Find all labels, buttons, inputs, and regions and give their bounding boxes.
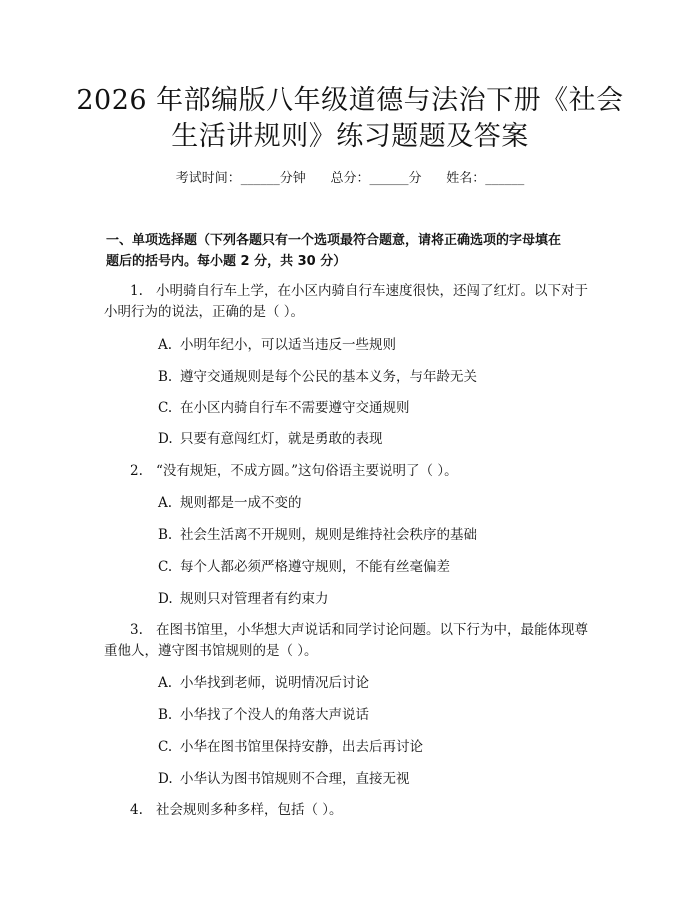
section-heading-line-2: 题后的括号内。每小题 2 分，共 30 分） — [106, 254, 347, 269]
option-text: 每个人都必须严格遵守规则，不能有丝毫偏差 — [180, 559, 450, 575]
option-text: 社会生活离不开规则，规则是维持社会秩序的基础 — [180, 527, 477, 543]
option-letter: D. — [158, 591, 173, 607]
document-title-line-1: 2026 年部编版八年级道德与法治下册《社会 — [76, 85, 624, 116]
question-2-number: 2. — [130, 463, 143, 479]
option-text: 只要有意闯红灯，就是勇敢的表现 — [180, 431, 383, 447]
option-letter: B. — [158, 369, 173, 385]
question-2-option-a — [158, 493, 302, 513]
question-2-text-1: “没有规矩，不成方圆。”这句俗语主要说明了（ ）。 — [156, 463, 458, 479]
question-3-text-1: 在图书馆里，小华想大声说话和同学讨论问题。以下行为中，最能体现尊 — [156, 622, 588, 638]
question-2-line-1 — [130, 461, 458, 481]
exam-meta-line: 考试时间：______分钟 总分：______分 姓名：______ — [175, 171, 525, 186]
question-1-option-c — [158, 398, 410, 418]
question-1-option-b — [158, 367, 477, 387]
question-1-number: 1. — [130, 283, 143, 299]
option-letter: C. — [158, 400, 173, 416]
question-3-number: 3. — [130, 622, 143, 638]
question-1-option-a — [158, 335, 396, 355]
option-text: 在小区内骑自行车不需要遵守交通规则 — [180, 400, 410, 416]
question-3-option-b — [158, 705, 369, 725]
option-letter: A. — [158, 675, 173, 691]
document-title-line-2: 生活讲规则》练习题题及答案 — [171, 121, 529, 152]
option-text: 遵守交通规则是每个公民的基本义务，与年龄无关 — [180, 369, 477, 385]
option-letter: C. — [158, 739, 173, 755]
option-letter: C. — [158, 559, 173, 575]
option-text: 小明年纪小，可以适当违反一些规则 — [180, 337, 396, 353]
option-text: 规则都是一成不变的 — [180, 495, 302, 511]
option-letter: D. — [158, 431, 173, 447]
question-1-line-2: 小明行为的说法，正确的是（ ）。 — [104, 304, 305, 320]
section-heading-line-1: 一、单项选择题（下列各题只有一个选项最符合题意，请将正确选项的字母填在 — [106, 233, 562, 248]
question-3-option-d — [158, 769, 410, 789]
option-letter: A. — [158, 495, 173, 511]
option-text: 小华找了个没人的角落大声说话 — [180, 707, 369, 723]
question-3-option-a — [158, 673, 369, 693]
option-letter: D. — [158, 771, 173, 787]
option-text: 小华在图书馆里保持安静，出去后再讨论 — [180, 739, 423, 755]
option-letter: B. — [158, 707, 173, 723]
option-letter: A. — [158, 337, 173, 353]
option-text: 规则只对管理者有约束力 — [180, 591, 329, 607]
question-1-line-1 — [130, 281, 588, 301]
option-text: 小华认为图书馆规则不合理，直接无视 — [180, 771, 410, 787]
option-letter: B. — [158, 527, 173, 543]
option-text: 小华找到老师，说明情况后讨论 — [180, 675, 369, 691]
question-4-text-1: 社会规则多种多样，包括（ ）。 — [156, 802, 343, 818]
question-3-line-1 — [130, 620, 588, 640]
question-4-line-1 — [130, 800, 343, 820]
question-2-option-b — [158, 525, 477, 545]
question-2-option-c — [158, 557, 450, 577]
question-2-option-d — [158, 589, 329, 609]
question-1-text-1: 小明骑自行车上学，在小区内骑自行车速度很快，还闯了红灯。以下对于 — [156, 283, 588, 299]
question-3-line-2: 重他人，遵守图书馆规则的是（ ）。 — [104, 643, 318, 659]
question-3-option-c — [158, 737, 423, 757]
question-4-number: 4. — [130, 802, 143, 818]
section-heading — [106, 230, 606, 272]
question-1-option-d — [158, 429, 383, 449]
